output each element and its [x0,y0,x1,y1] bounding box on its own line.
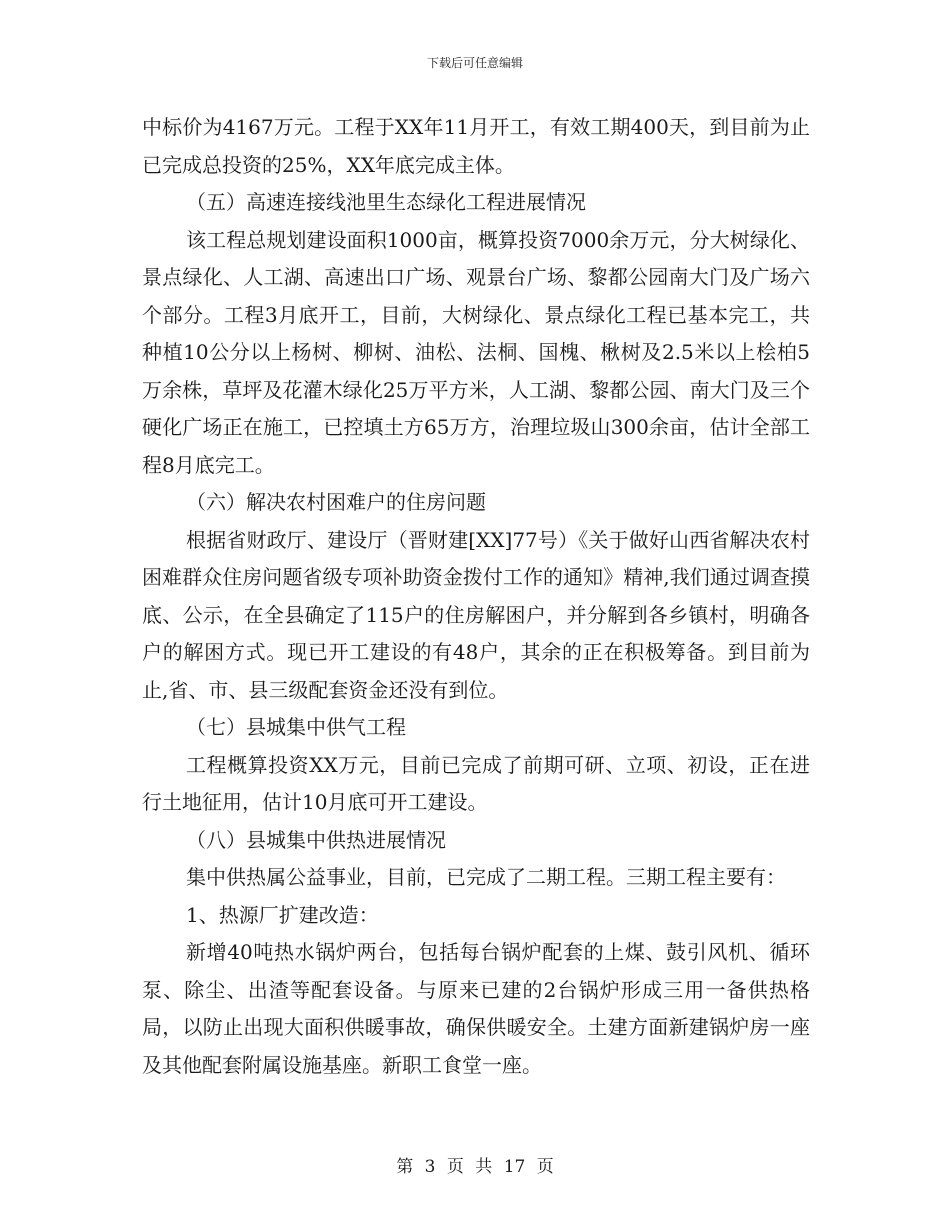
page-header-note: 下载后可任意编辑 [426,56,523,70]
section-heading-7: （七）县城集中供气工程 [186,715,406,739]
section-heading-8: （八）县城集中供热进展情况 [186,827,446,852]
paragraph-boiler-expansion: 新增40吨热水锅炉两台，包括每台锅炉配套的上煤、鼓引风机、循环泵、除尘、出渣等配套设备。与原来已建的2台锅炉形成三用一备供热格局，以防止出现大面积供暖事故，确保供暖安全。土建方面新建锅炉房一座及其他配套附属设施基座。新职工食堂一座。 [142,940,810,1077]
paragraph-rural-housing: 根据省财政厅、建设厅（晋财建[XX]77号）《关于做好山西省解决农村困难群众住房问题省级专项补助资金拨付工作的通知》精神,我们通过调查摸底、公示，在全县确定了115户的住房解困户，并分解到各乡镇村，明确各户的解困方式。现已开工建设的有48户，其余的正在积极筹备。到目前为止,省、市、县三级配套资金还没有到位。 [142,527,810,702]
document-body [142,109,810,1084]
section-heading-6: （六）解决农村困难户的住房问题 [186,490,486,514]
paragraph-heating-intro: 集中供热属公益事业，目前，已完成了二期工程。三期工程主要有： [186,865,786,889]
paragraph-gas-supply: 工程概算投资XX万元，目前已完成了前期可研、立项、初设，正在进行土地征用，估计10月底可开工建设。 [142,752,810,814]
section-heading-5: （五）高速连接线池里生态绿化工程进展情况 [186,190,586,214]
paragraph-continuation: 中标价为4167万元。工程于XX年11月开工，有效工期400天，到目前为止已完成总投资的25%，XX年底完成主体。 [142,115,810,177]
page-footer: 第 3 页 共 17 页 [396,1157,554,1177]
subsection-heading-1: 1、热源厂扩建改造： [186,902,379,927]
paragraph-greening-project: 该工程总规划建设面积1000亩，概算投资7000余万元，分大树绿化、景点绿化、人工湖、高速出口广场、观景台广场、黎都公园南大门及广场六个部分。工程3月底开工，目前，大树绿化、景点绿化工程已基本完工，共种植10公分以上杨树、柳树、油松、法桐、国槐、楸树及2.5米以上桧柏5万余株，草坪及花灌木绿化25万平方米，人工湖、黎都公园、南大门及三个硬化广场正在施工，已控填土方65万方，治理垃圾山300余亩，估计全部工程8月底完工。 [142,227,810,477]
